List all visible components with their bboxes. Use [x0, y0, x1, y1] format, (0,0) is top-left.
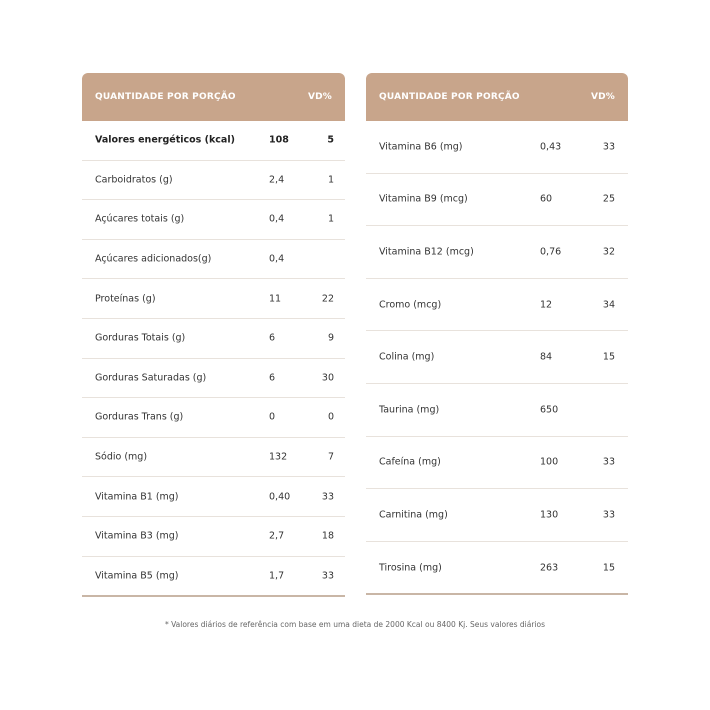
table-row — [82, 121, 345, 161]
nutrient-daily-value: 33 — [321, 570, 334, 582]
nutrient-daily-value: 1 — [327, 174, 334, 186]
nutrient-daily-value: 0 — [327, 411, 334, 423]
nutrient-quantity: 0,4 — [269, 213, 285, 225]
header-label: QUANTIDADE POR PORÇÃO — [379, 92, 520, 102]
nutrient-daily-value: 33 — [602, 509, 615, 521]
nutrient-daily-value: 15 — [602, 351, 615, 363]
nutrient-quantity: 0,76 — [540, 246, 562, 258]
nutrient-daily-value: 34 — [602, 299, 615, 311]
table-header — [366, 73, 628, 121]
nutrient-daily-value: 22 — [321, 293, 334, 305]
footnote: * Valores diários de referência com base em uma dieta de 2000 Kcal ou 8400 Kj. Seus valores diários — [164, 620, 546, 629]
nutrient-name: Valores energéticos (kcal) — [95, 134, 235, 146]
nutrient-quantity: 60 — [540, 193, 553, 205]
nutrient-name: Vitamina B1 (mg) — [95, 491, 179, 503]
table-body — [82, 121, 345, 595]
header-vd: VD% — [590, 92, 615, 102]
table-row — [82, 398, 345, 438]
nutrient-quantity: 650 — [540, 404, 559, 416]
nutrition-table-right — [366, 73, 628, 595]
nutrient-daily-value: 33 — [602, 456, 615, 468]
nutrient-name: Açúcares totais (g) — [95, 213, 185, 225]
nutrient-daily-value: 33 — [321, 491, 334, 503]
nutrient-name: Cromo (mcg) — [379, 299, 442, 311]
nutrient-quantity: 100 — [540, 456, 559, 468]
table-row — [366, 121, 628, 174]
nutrient-name: Vitamina B5 (mg) — [95, 570, 179, 582]
nutrient-name: Vitamina B12 (mcg) — [379, 246, 474, 258]
nutrient-name: Gorduras Totais (g) — [95, 332, 186, 344]
nutrient-quantity: 263 — [540, 562, 559, 574]
nutrient-name: Vitamina B3 (mg) — [95, 530, 179, 542]
nutrient-daily-value: 7 — [327, 451, 334, 463]
nutrient-quantity: 0,40 — [269, 491, 291, 503]
nutrient-daily-value: 9 — [327, 332, 334, 344]
table-row — [366, 331, 628, 384]
nutrient-quantity: 0,43 — [540, 141, 562, 153]
nutrient-quantity: 132 — [269, 451, 288, 463]
table-row — [82, 279, 345, 319]
table-row — [366, 226, 628, 279]
nutrient-quantity: 12 — [540, 299, 553, 311]
nutrient-name: Sódio (mg) — [95, 451, 148, 463]
nutrient-daily-value: 1 — [327, 213, 334, 225]
table-row — [366, 384, 628, 437]
table-row — [82, 557, 345, 596]
nutrient-name: Carnitina (mg) — [379, 509, 448, 521]
nutrient-daily-value: 32 — [602, 246, 615, 258]
nutrient-quantity: 6 — [269, 332, 276, 344]
nutrient-daily-value: 30 — [321, 372, 334, 384]
table-header — [82, 73, 345, 121]
table-body — [366, 121, 628, 593]
table-row — [82, 359, 345, 399]
nutrient-name: Gorduras Trans (g) — [95, 411, 184, 423]
nutrient-quantity: 0,4 — [269, 253, 285, 265]
nutrient-name: Colina (mg) — [379, 351, 435, 363]
nutrient-name: Gorduras Saturadas (g) — [95, 372, 207, 384]
nutrient-daily-value: 15 — [602, 562, 615, 574]
table-row — [82, 319, 345, 359]
nutrient-name: Carboidratos (g) — [95, 174, 173, 186]
nutrient-quantity: 84 — [540, 351, 553, 363]
nutrient-name: Tirosina (mg) — [379, 562, 442, 574]
nutrient-name: Cafeína (mg) — [379, 456, 441, 468]
nutrient-quantity: 6 — [269, 372, 276, 384]
nutrient-quantity: 108 — [269, 134, 289, 146]
table-row — [82, 240, 345, 280]
nutrient-daily-value: 33 — [602, 141, 615, 153]
nutrient-quantity: 1,7 — [269, 570, 285, 582]
table-row — [366, 542, 628, 594]
nutrient-daily-value: 25 — [602, 193, 615, 205]
table-row — [366, 279, 628, 332]
table-row — [366, 437, 628, 490]
nutrient-daily-value: 18 — [321, 530, 334, 542]
nutrient-quantity: 0 — [269, 411, 276, 423]
header-label: QUANTIDADE POR PORÇÃO — [95, 92, 236, 102]
table-row — [82, 477, 345, 517]
table-row — [366, 489, 628, 542]
table-row — [82, 517, 345, 557]
nutrient-name: Vitamina B9 (mcg) — [379, 193, 468, 205]
nutrition-table-left — [82, 73, 345, 597]
nutrient-name: Proteínas (g) — [95, 293, 156, 305]
table-row — [366, 174, 628, 227]
nutrient-quantity: 2,4 — [269, 174, 285, 186]
nutrient-name: Açúcares adicionados(g) — [95, 253, 212, 265]
nutrient-name: Taurina (mg) — [379, 404, 440, 416]
table-row — [82, 438, 345, 478]
nutrient-daily-value: 5 — [327, 134, 334, 146]
table-row — [82, 200, 345, 240]
table-row — [82, 161, 345, 201]
nutrient-name: Vitamina B6 (mg) — [379, 141, 463, 153]
nutrient-quantity: 130 — [540, 509, 559, 521]
nutrient-quantity: 11 — [269, 293, 282, 305]
header-vd: VD% — [307, 92, 332, 102]
nutrient-quantity: 2,7 — [269, 530, 285, 542]
